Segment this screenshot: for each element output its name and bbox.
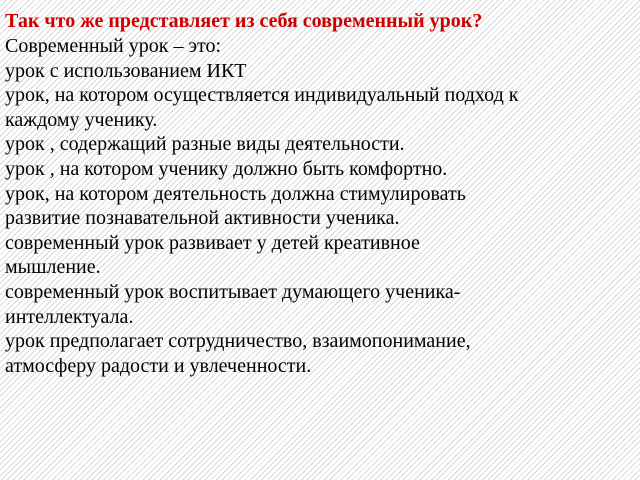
body-line: интеллектуала. bbox=[5, 305, 134, 328]
body-line: урок, на котором осуществляется индивидуальный подход к bbox=[5, 84, 519, 107]
body-line: мышление. bbox=[5, 256, 101, 279]
body-line: урок с использованием ИКТ bbox=[5, 59, 247, 82]
body-line: каждому ученику. bbox=[5, 108, 158, 131]
body-line: развитие познавательной активности ученика. bbox=[5, 207, 400, 230]
body-line: атмосферу радости и увлеченности. bbox=[5, 354, 312, 377]
body-line: урок , на котором ученику должно быть комфортно. bbox=[5, 157, 448, 180]
body-line-intro: Современный урок – это: bbox=[5, 35, 222, 57]
body-line: урок, на котором деятельность должна стимулировать bbox=[5, 182, 466, 205]
body-line: современный урок воспитывает думающего ученика- bbox=[5, 280, 461, 303]
body-line: урок , содержащий разные виды деятельности. bbox=[5, 133, 405, 156]
slide-title: Так что же представляет из себя современный урок? bbox=[5, 10, 483, 32]
slide-body bbox=[5, 34, 640, 378]
body-line: урок предполагает сотрудничество, взаимопонимание, bbox=[5, 330, 471, 353]
body-line: современный урок развивает у детей креативное bbox=[5, 231, 420, 254]
